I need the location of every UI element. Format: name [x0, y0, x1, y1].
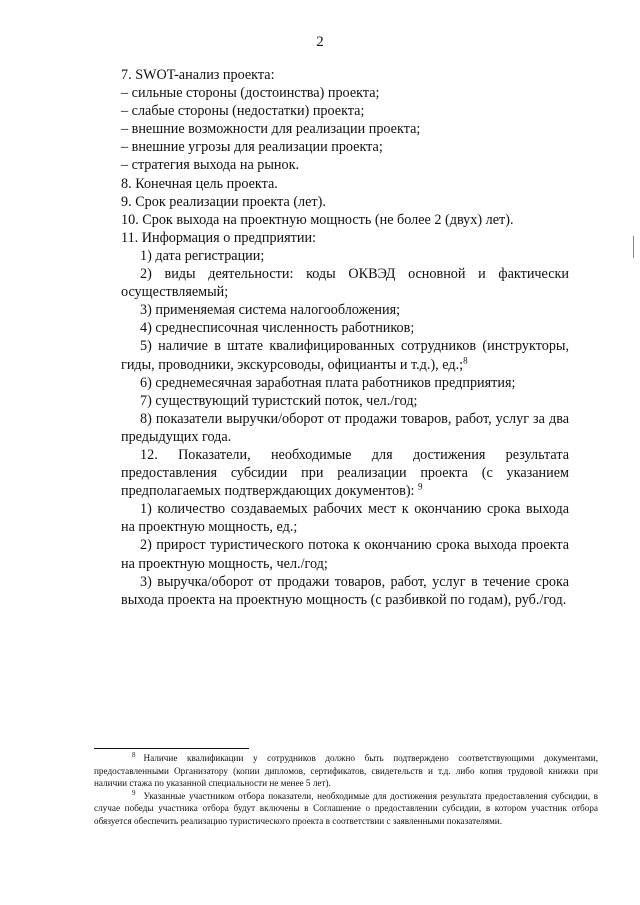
scan-artifact — [633, 236, 634, 258]
item-9: 9. Срок реализации проекта (лет). — [121, 193, 326, 210]
footnotes — [94, 752, 598, 828]
item-12-2: 2) прирост туристического потока к окончанию срока выхода проекта на проектную мощность, чел./год; — [121, 537, 569, 572]
item-11-8: 8) показатели выручки/оборот от продажи товаров, работ, услуг за два предыдущих года. — [121, 410, 569, 445]
item-7-weaknesses: – слабые стороны (недостатки) проекта; — [121, 103, 365, 120]
item-7: 7. SWOT-анализ проекта: — [121, 67, 275, 83]
item-11-2: 2) виды деятельности: коды ОКВЭД основной и фактически осуществляемый; — [121, 266, 569, 301]
footnote-text: Наличие квалификации у сотрудников должно быть подтверждено соответствующими документами, предоставленными Организатору (копии дипломов, сертификатов, свидетельств и т.д. либо копия трудовой книжки при наличии стажа по указанной специальности не менее 5 лет). — [94, 753, 598, 789]
item-11-5-text: 5) наличие в штате квалифицированных сотрудников (инструкторы, гиды, проводники, экскурсоводы, официанты и т.д.), ед.; — [121, 338, 569, 373]
item-11-4: 4) среднесписочная численность работников; — [140, 320, 415, 337]
item-8: 8. Конечная цель проекта. — [121, 175, 278, 192]
item-7-strategy: – стратегия выхода на рынок. — [121, 157, 300, 174]
page-number: 2 — [316, 34, 324, 50]
item-11: 11. Информация о предприятии: — [121, 229, 316, 246]
item-11-7: 7) существующий туристский поток, чел./год; — [140, 392, 418, 409]
footnote-ref-8: 8 — [463, 354, 468, 365]
item-11-5 — [121, 337, 569, 373]
footnote-9 — [94, 790, 598, 828]
item-10: 10. Срок выхода на проектную мощность (не более 2 (двух) лет). — [121, 211, 514, 228]
item-12-text: 12. Показатели, необходимые для достижения результата предоставления субсидии при реализации проекта (с указанием предполагаемых подтверждающих документов): — [121, 446, 569, 500]
item-11-1: 1) дата регистрации; — [140, 247, 265, 264]
footnote-divider — [94, 748, 249, 749]
footnote-text: Указанные участником отбора показатели, необходимые для достижения результата предоставления субсидии, в случае победы участника отбора будут включены в Соглашение о предоставлении субсидии, в котором участник отбора обязуется обеспечить реализацию туристического проекта в соответствии с заявленными показателями. — [94, 790, 598, 826]
footnote-number: 8 — [132, 750, 136, 759]
item-11-3: 3) применяемая система налогообложения; — [140, 302, 401, 319]
document-body — [121, 66, 569, 609]
footnote-number: 9 — [132, 788, 136, 797]
item-12 — [121, 446, 569, 500]
footnote-ref-9: 9 — [418, 481, 423, 492]
footnote-8 — [94, 752, 598, 790]
item-7-strengths: – сильные стороны (достоинства) проекта; — [121, 85, 380, 102]
item-12-3: 3) выручка/оборот от продажи товаров, работ, услуг в течение срока выхода проекта на проектную мощность (с разбивкой по годам), руб./год. — [121, 573, 569, 608]
item-11-6: 6) среднемесячная заработная плата работников предприятия; — [140, 374, 516, 391]
item-12-1: 1) количество создаваемых рабочих мест к окончанию срока выхода на проектную мощность, ед.; — [121, 501, 569, 536]
item-7-opportunities: – внешние возможности для реализации проекта; — [121, 121, 421, 138]
item-7-threats: – внешние угрозы для реализации проекта; — [121, 139, 383, 156]
